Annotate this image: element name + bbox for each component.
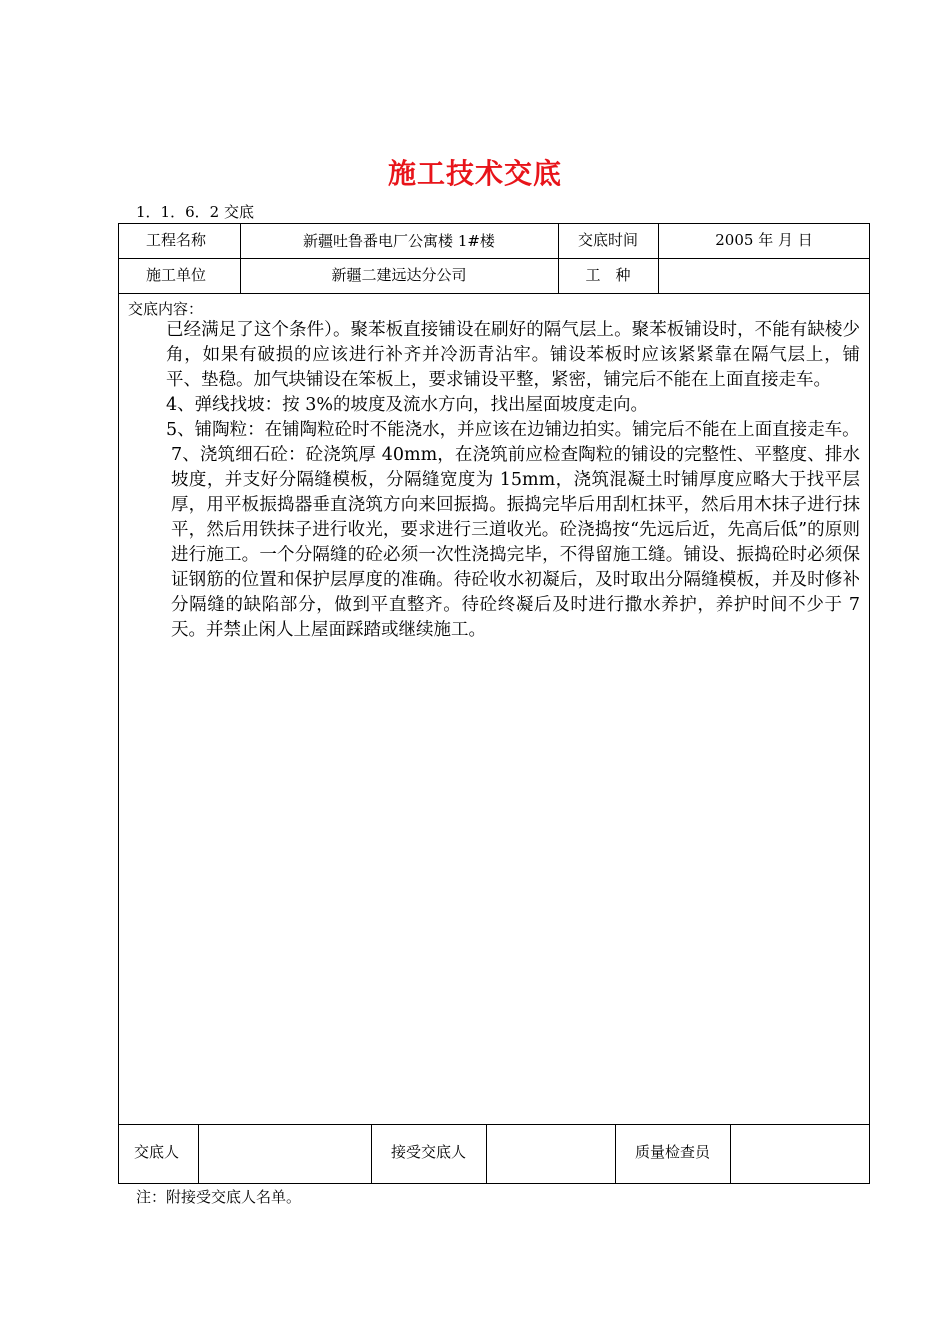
project-name-label: 工程名称 [146, 231, 207, 249]
trade-label: 工 种 [585, 266, 631, 284]
disclosure-time-label: 交底时间 [577, 231, 638, 249]
content-paragraph: 4、弹线找坡：按 3%的坡度及流水方向，找出屋面坡度走向。 [166, 395, 648, 415]
disclosure-content [166, 318, 860, 643]
receiver-label: 接受交底人 [390, 1143, 466, 1161]
row-divider [118, 258, 870, 259]
row-divider [118, 293, 870, 294]
col-divider [198, 1124, 199, 1184]
footnote: 注：附接受交底人名单。 [136, 1188, 302, 1206]
content-paragraph: 5、铺陶粒：在铺陶粒砼时不能浇水，并应该在边铺边拍实。铺完后不能在上面直接走车。 [166, 420, 860, 440]
content-paragraph: 7、浇筑细石砼：砼浇筑厚 40mm，在浇筑前应检查陶粒的铺设的完整性、平整度、排水坡度，并支好分隔缝模板，分隔缝宽度为 15mm，浇筑混凝土时铺厚度应略大于找平层厚，用平板振捣器垂直浇筑方向来回振捣。振捣完毕后用刮杠抹平，然后用木抹子进行抹平，然后用铁抹子进行收光，要求进行三道收光。砼浇捣按“先远后近，先高后低”的原则进行施工。一个分隔缝的砼必须一次性浇捣完毕，不得留施工缝。铺设、振捣砼时必须保证钢筋的位置和保护层厚度的准确。待砼收水初凝后，及时取出分隔缝模板，并及时修补分隔缝的缺陷部分，做到平直整齐。待砼终凝后及时进行撒水养护，养护时间不少于 7 天。并禁止闲人上屋面踩踏或继续施工。 [171, 445, 860, 640]
construction-unit-value: 新疆二建远达分公司 [331, 266, 467, 284]
content-label: 交底内容： [128, 300, 204, 318]
row-divider [118, 1124, 870, 1125]
discloser-label: 交底人 [134, 1143, 180, 1161]
section-number: 1．1．6．2 交底 [136, 203, 254, 221]
content-paragraph: 已经满足了这个条件）。聚苯板直接铺设在刷好的隔气层上。聚苯板铺设时，不能有缺棱少角，如果有破损的应该进行补齐并冷沥青沾牢。铺设苯板时应该紧紧靠在隔气层上，铺平、垫稳。加气块铺设在笨板上，要求铺设平整，紧密，铺完后不能在上面直接走车。 [166, 320, 860, 390]
page-title: 施工技术交底 [387, 157, 562, 190]
disclosure-time-value: 2005 年 月 日 [715, 231, 813, 249]
project-name-value: 新疆吐鲁番电厂公寓楼 1#楼 [303, 232, 495, 250]
inspector-label: 质量检查员 [634, 1143, 710, 1161]
col-divider [486, 1124, 487, 1184]
construction-unit-label: 施工单位 [146, 266, 207, 284]
col-divider [730, 1124, 731, 1184]
